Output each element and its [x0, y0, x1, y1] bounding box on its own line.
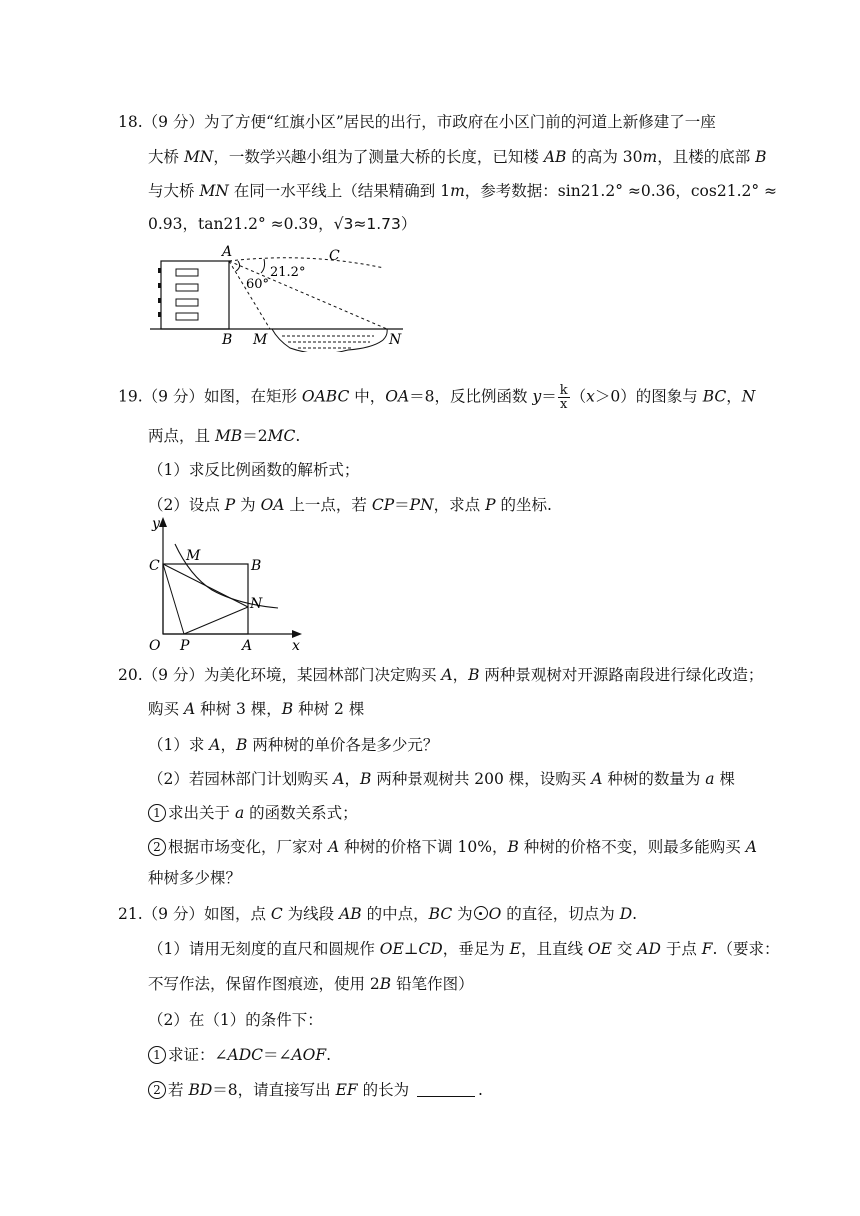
circle-dot-icon — [474, 906, 488, 920]
q20-item-1: 1 求出关于 a 的函数关系式； — [148, 802, 358, 824]
fraction-k-over-x: $\frac{k}{x}$ — [559, 383, 568, 412]
q18-line-4: 0.93，tan21.2° ≈0.39，√3≈1.73） — [148, 215, 417, 233]
circled-number-1: 1 — [148, 1046, 166, 1064]
label-A: A — [242, 638, 253, 654]
q19-line-1: 19.（9 分）如图，在矩形 OABC 中，OA＝8，反比例函数 y＝ $\frac{k}{x}$ （x＞0）的图象与 BC，N — [118, 383, 756, 412]
q18-line-3: 与大桥 MN 在同一水平线上（结果精确到 1m，参考数据：sin21.2° ≈0.36，cos21.2° ≈ — [148, 182, 778, 200]
label-B: B — [251, 558, 262, 574]
q21-item-2: 2 若 BD＝8，请直接写出 EF 的长为 . — [148, 1079, 483, 1101]
label-C: C — [149, 558, 160, 574]
label-O: O — [149, 638, 161, 654]
label-y: y — [152, 516, 160, 532]
circled-number-1: 1 — [148, 804, 166, 822]
label-N: N — [250, 596, 263, 612]
q19-line-2: 两点，且 MB＝2MC. — [148, 427, 301, 445]
label-angle-60: 60° — [246, 277, 270, 292]
q20-line-2: 购买 A 种树 3 棵，B 种树 2 棵 — [148, 700, 365, 718]
label-x: x — [292, 638, 300, 654]
q19-part-2: （2）设点 P 为 OA 上一点，若 CP＝PN，求点 P 的坐标. — [148, 496, 552, 514]
label-N: N — [389, 332, 402, 348]
q21-part-1: （1）请用无刻度的直尺和圆规作 OE⊥CD，垂足为 E，且直线 OE 交 AD 于点 F.（要求： — [148, 940, 780, 958]
label-M: M — [186, 548, 201, 564]
q21-line-1: 21.（9 分）如图，点 C 为线段 AB 的中点，BC 为 O 的直径，切点为 D. — [118, 905, 638, 923]
circled-number-2: 2 — [148, 1081, 166, 1099]
q21-part-2: （2）在（1）的条件下： — [148, 1011, 323, 1029]
q21-item-1: 1 求证：∠ADC＝∠AOF. — [148, 1044, 331, 1066]
q20-item-2: 2 根据市场变化，厂家对 A 种树的价格下调 10%，B 种树的价格不变，则最多能购买 A — [148, 836, 757, 858]
label-A: A — [222, 244, 233, 260]
q20-item-2-cont: 种树多少棵？ — [148, 869, 242, 887]
q18-line-1: 18.（9 分）为了方便“红旗小区”居民的出行，市政府在小区门前的河道上新修建了一座 — [118, 113, 716, 131]
q20-line-1: 20.（9 分）为美化环境，某园林部门决定购买 A，B 两种景观树对开源路南段进行绿化改造； — [118, 666, 764, 684]
label-P: P — [180, 638, 190, 654]
q18-figure — [148, 240, 410, 352]
label-angle-21: 21.2° — [270, 265, 306, 280]
label-C: C — [329, 248, 340, 264]
q19-part-1: （1）求反比例函数的解析式； — [148, 461, 360, 479]
answer-blank[interactable] — [417, 1082, 475, 1097]
circled-number-2: 2 — [148, 838, 166, 856]
q20-part-1: （1）求 A，B 两种树的单价各是多少元？ — [148, 736, 439, 754]
label-B: B — [222, 332, 233, 348]
q21-part-1-cont: 不写作法，保留作图痕迹，使用 2B 铅笔作图） — [148, 975, 474, 993]
q19-figure — [142, 514, 307, 654]
label-M: M — [253, 332, 268, 348]
q20-part-2: （2）若园林部门计划购买 A，B 两种景观树共 200 棵，设购买 A 种树的数量为 a 棵 — [148, 770, 735, 788]
q18-line-2: 大桥 MN，一数学兴趣小组为了测量大桥的长度，已知楼 AB 的高为 30m，且楼的底部 B — [148, 148, 767, 166]
